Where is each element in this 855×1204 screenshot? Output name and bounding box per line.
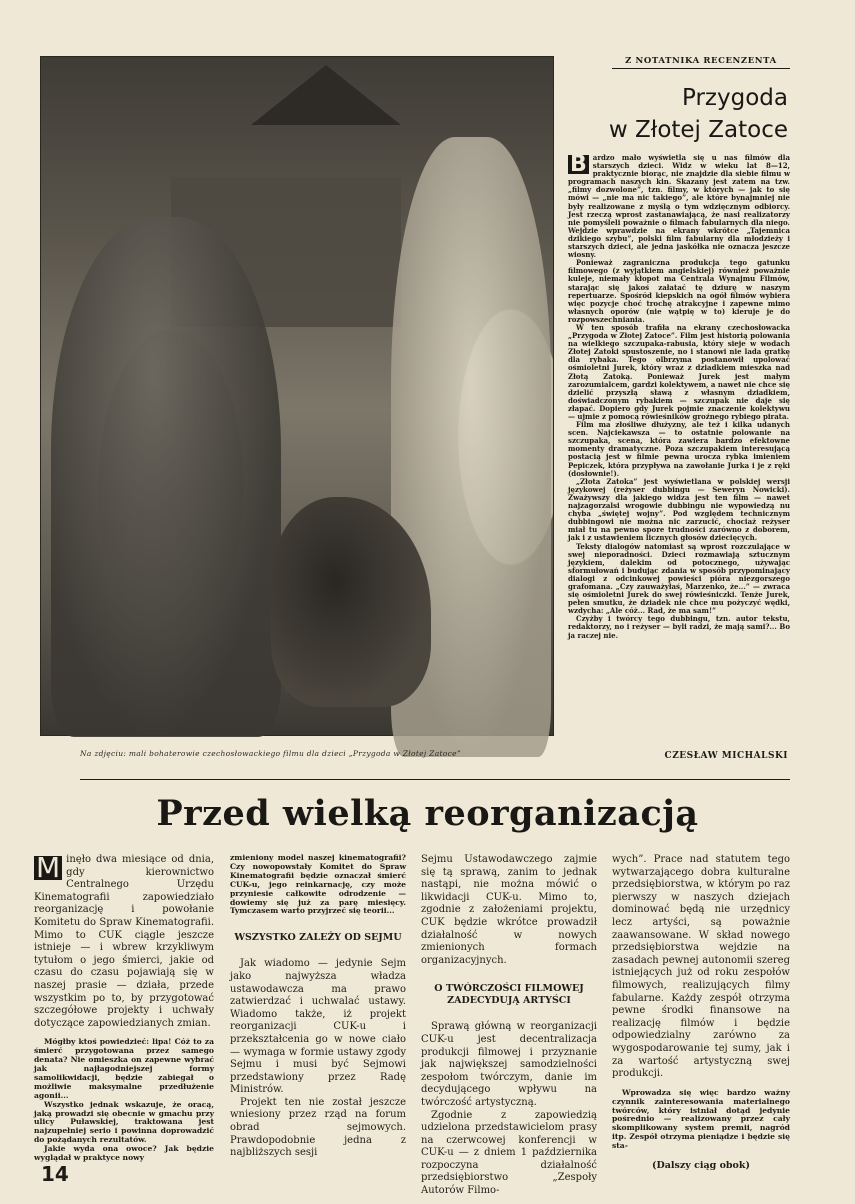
article-paragraph: Jak wiadomo — jedynie Sejm jako najwyższa władza ustawodawcza ma prawo zatwierdzać i uchwalać ustawy. Wiadomo także, iż projekt reorganizacji CUK-u i przekształcenia go w nowe ciało — wymaga w formie ustawy zgody Sejmu i musi być Sejmowi przedstawiony przez Radę Ministrów. (230, 958, 406, 1096)
article-paragraph: wych”. Prace nad statutem tego wytwarzającego dobra kulturalne przedsiębiorstwa, w którym po raz pierwszy w naszych dziejach dominować będą nie urzędnicy lecz artyści, są poważnie zaawansowane. W skład nowego przedsiębiorstwa wejdzie na zasadach pewnej autonomii szereg istniejących już od roku zespołów filmowych, realizujących filmy fabularne. Każdy zespół otrzyma pewne środki finansowe na realizację filmów i będzie odpowiedzialny zarówno za wygospodarowanie tej sumy, jak i za wartość artystyczną swej produkcji. (612, 854, 790, 1080)
article-bold-paragraph: Wprowadza się więc bardzo ważny czynnik zainteresowania materialnego twórców, który istniał dotąd jedynie pośrednio — realizowany przez cały skomplikowany system premii, nagród itp. Zespół otrzyma pieniądze i będzie się sta- (612, 1087, 790, 1151)
review-paragraph: Film ma złośliwe dłużyzny, ale też i kilka udanych scen. Najciekawsza — to ostatnie polowanie na szczupaka, scena, która zawiera bardzo efektowne momenty dramatyczne. Poza szczupakiem interesującą postacią jest w filmie pewna urocza rybka imieniem Pepiczek, która przypływa na zawołanie Jurka i je z ręki (dosłownie!). (568, 420, 790, 478)
section-divider (80, 779, 790, 780)
article-lead-paragraph: M inęło dwa miesiące od dnia, gdy kierownictwo Centralnego Urzędu Kinematografii zapowiedziało reorganizację i powołanie Komitetu do Spraw Kinematografii. Mimo to CUK ciągle jeszcze istnieje — i wbrew krzykliwym tytułom o jego śmierci, jakie od czasu do czasu pojawiają się w naszej prasie — działa, przede wszystkim po to, by przygotować szczegółowe projekty i uchwały dotyczące zapowiedzianych zmian. (34, 851, 214, 1029)
photo-caption: Na zdjęciu: mali bohaterowie czechosłowackiego filmu dla dzieci „Przygoda w Złotej Zatoce” (80, 749, 461, 758)
review-body (568, 154, 790, 640)
article-bold-paragraph: zmieniony model naszej kinematografii? Czy nowopowstały Komitet do Spraw Kinematografii będzie oznaczał śmierć CUK-u, jego reinkarnację, czy może przyniesie całkowite odrodzenie — dowiemy się już za parę miesięcy. Tymczasem warto przyjrzeć się teorii... (230, 853, 406, 916)
page-number: 14 (41, 1162, 69, 1186)
review-dropcap: B (570, 152, 587, 177)
article-column-4 (612, 854, 790, 1173)
article-column-2 (230, 854, 406, 1160)
article-bold-section (230, 854, 406, 916)
article-bold-paragraph: Wszystko jednak wskazuje, że oracą, jaką prowadzi się obecnie w gmachu przy ulicy Puławskiej, traktowana jest najzupełniej serio i powinna doprowadzić do pożądanych rezultatów. (34, 1099, 214, 1145)
review-title-line1: Przygoda (682, 85, 788, 111)
article-paragraph: Sejmu Ustawodawczego zajmie się tą sprawą, zanim to jednak nastąpi, nie można mówić o likwidacji CUK-u. Mimo to, zgodnie z założeniami projektu, CUK będzie wkrótce prowadził działalność w nowych zmienionych formach organizacyjnych. (421, 854, 597, 966)
article-paragraph: Zgodnie z zapowiedzią udzielona przedstawicielom prasy na czerwcowej konferencji w CUK-u — z dniem 1 października rozpoczyna działalność przedsiębiorstwo „Zespoły Autorów Filmo- (421, 1109, 597, 1197)
article-paragraph: Projekt ten nie został jeszcze wniesiony przez rząd na forum obrad sejmowych. Prawdopodobnie jedna z najbliższych sesji (230, 1096, 406, 1159)
review-paragraph: Teksty dialogów natomiast są wprost rozczulające w swej nieporadności. Dzieci rozmawiają sztucznym językiem, dalekim od potocznego, używając sformułowań i budując zdania w sposób przypominający dialogi z odcinkowej powieści pióra niezgorszego grafomana. „Czy zauważyłaś, Marzenko, że...” — zwraca się ośmioletni Jurek do swej rówieśniczki. Tenże Jurek, pełen smutku, że dziadek nie chce mu pożyczyć wędki, wzdycha: „Ale cóż... Rad, że ma sam!” (568, 541, 790, 616)
article-bold-section (612, 1089, 790, 1151)
article-column-1 (34, 851, 214, 1163)
film-still-photo (40, 56, 554, 736)
article-subhead: O TWÓRCZOŚCI FILMOWEJ ZADECYDUJĄ ARTYŚCI (434, 983, 584, 1007)
review-paragraph: „Złota Zatoka” jest wyświetlana w polskiej wersji językowej (reżyser dubbingu — Seweryn Nowicki). Zważywszy dla jakiego widza jest ten film — nawet najzagorzalsi wrogowie dubbingu nie wypowiedzą nu chyba „świętej wojny”. Pod względem technicznym dubbingowi nie można nic zarzucić, chociaż reżyser miał tu na pewno spore trudności zarówno z doborem, jak i z ustawieniem licznych głosów dziecięcych. (568, 476, 790, 543)
section-label: Z NOTATNIKA RECENZENTA (612, 56, 790, 69)
review-title (566, 82, 788, 146)
article-bold-paragraph: Mógłby ktoś powiedzieć: lipa! Cóż to za śmierć przygotowana przez samego denata? Nie omieszka on zapewne wybrać jak najłagodniejszej formy samolikwidacji, będzie zabiegał o możliwie maksymalne przedłużenie agonii... (34, 1037, 214, 1100)
review-title-line2: w Złotej Zatoce (608, 117, 788, 143)
photo-boy-figure (51, 217, 281, 737)
continued-note: (Dalszy ciąg obok) (652, 1160, 750, 1172)
article-bold-section (34, 1038, 214, 1163)
article-subhead: WSZYSTKO ZALEŻY OD SEJMU (234, 932, 402, 944)
article-column-3 (421, 854, 597, 1198)
review-paragraph: B ardzo mało wyświetla się u nas filmów dla starszych dzieci. Widz w wieku lat 8—12, praktycznie biorąc, nie znajdzie dla siebie filmu w programach naszych kin. Skazany jest zatem na tzw. „filmy dozwolone”, tzn. filmy, w których — jak to się mówi — „nie ma nic takiego”, ale które bynajmniej nie były realizowane z myślą o tym wdzięcznym odbiorcy. Jest rzeczą wprost zastanawiającą, że nasi realizatorzy nie pomyśleli poważnie o filmach fabularnych dla niego. Wejdzie wprawdzie na ekrany wkrótce „Tajemnica dzikiego szybu”, polski film fabularny dla młodzieży i starszych dzieci, ale jedna jaskółka nie oznacza jeszcze wiosny. (568, 152, 790, 260)
review-paragraph: Ponieważ zagraniczna produkcja tego gatunku filmowego (z wyjątkiem angielskiej) również poważnie kuleje, niemały kłopot ma Centrala Wynajmu Filmów, starając się jakoś załatać tę dziurę w naszym repertuarze. Spośród kiepskich na ogół filmów wybiera więc pozycje choć trochę atrakcyjne i zapewne mimo własnych oporów (nie wątpię w to) kieruje je do rozpowszechniania. (568, 258, 790, 324)
article-paragraph: Sprawą główną w reorganizacji CUK-u jest decentralizacja produkcji filmowej i przyznanie jak największej samodzielności zespołom twórczym, danie im decydującego wpływu na twórczość artystyczną. (421, 1021, 597, 1108)
review-paragraph: W ten sposób trafiła na ekrany czechosłowacka „Przygoda w Złotej Zatoce”. Film jest historią polowania na wielkiego szczupaka-rabusia, który sieje w wodach Złotej Zatoki spustoszenie, no i stanowi nie lada gratkę dla rybaka. Tego olbrzyma postanowił upolować ośmioletni Jurek, który wraz z dziadkiem mieszka nad Złotą Zatoką. Ponieważ Jurek jest małym zarozumialcem, gardzi kolektywem, a nawet nie chce się dzielić przyszłą sławą z własnym dziadkiem, doświadczonym rybakiem — szczupak nie daje się złapać. Dopiero gdy Jurek pojmie znaczenie kolektywu — ujmie z pomocą rówieśników groźnego rybiego pirata. (568, 322, 790, 421)
article-bold-paragraph: Jakie wyda ona owoce? Jak będzie wyglądał w praktyce nowy (34, 1144, 214, 1163)
review-signature: CZESŁAW MICHALSKI (664, 751, 788, 761)
article-dropcap: M (36, 851, 61, 884)
article-headline: Przed wielką reorganizacją (156, 793, 699, 834)
review-paragraph: Czyżby i twórcy tego dubbingu, tzn. autor tekstu, redaktorzy, no i reżyser — byli radzi, że mają sami?... Bo ja raczej nie. (568, 614, 790, 640)
photo-roof-shape (251, 65, 401, 125)
